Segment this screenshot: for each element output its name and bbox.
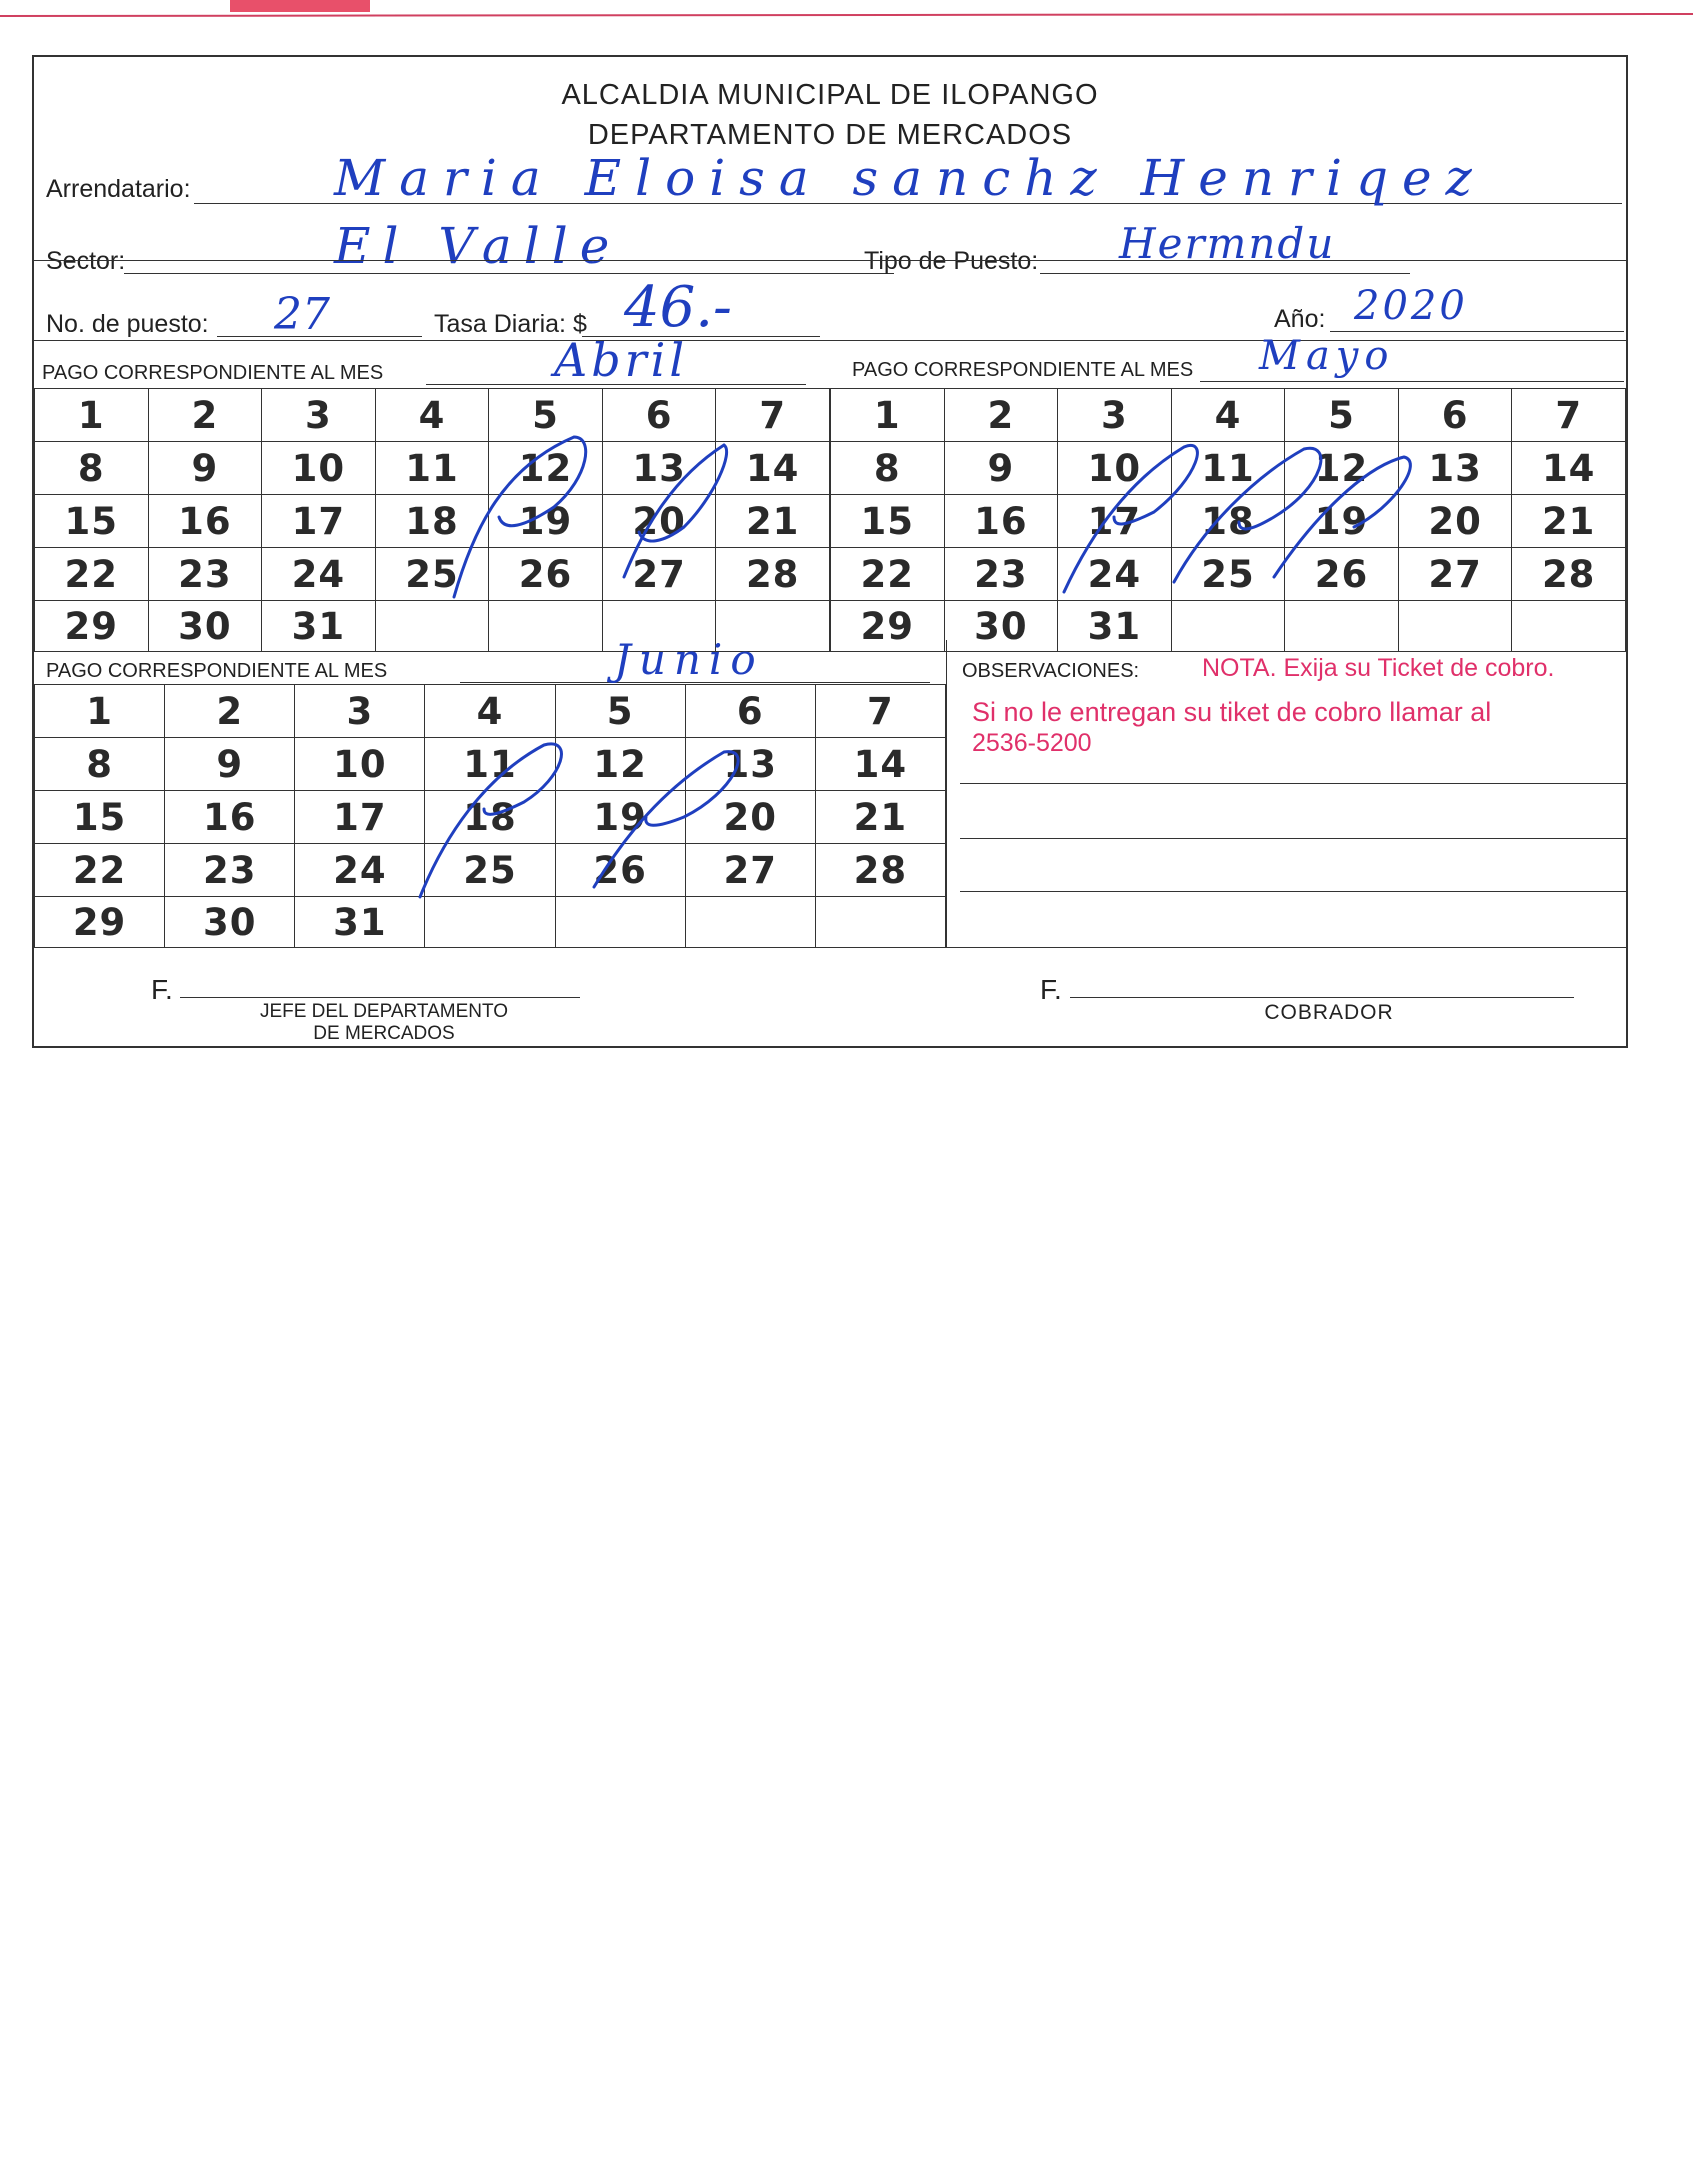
day-cell: 27 xyxy=(685,844,815,897)
day-cell: 21 xyxy=(716,495,830,548)
day-cell: 6 xyxy=(602,389,716,442)
day-cell: 13 xyxy=(1398,442,1512,495)
day-cell: 13 xyxy=(685,738,815,791)
day-cell: 29 xyxy=(831,601,945,652)
day-cell: 17 xyxy=(262,495,376,548)
day-cell: 8 xyxy=(831,442,945,495)
day-cell: 10 xyxy=(295,738,425,791)
day-cell: 25 xyxy=(375,548,489,601)
day-cell: 3 xyxy=(262,389,376,442)
day-cell: 3 xyxy=(1058,389,1172,442)
day-cell: 23 xyxy=(944,548,1058,601)
day-cell: 30 xyxy=(148,601,262,652)
day-cell: 5 xyxy=(489,389,603,442)
day-cell: 4 xyxy=(425,685,555,738)
day-cell: 22 xyxy=(831,548,945,601)
payment-scribble-junio-1 xyxy=(420,744,561,897)
day-cell: 29 xyxy=(35,897,165,948)
day-cell: 25 xyxy=(425,844,555,897)
day-cell: 9 xyxy=(148,442,262,495)
anio-label: Año: xyxy=(1274,305,1326,333)
day-cell: 12 xyxy=(555,738,685,791)
day-cell: 12 xyxy=(1285,442,1399,495)
day-cell: 1 xyxy=(831,389,945,442)
day-cell: 24 xyxy=(262,548,376,601)
month-label-2: PAGO CORRESPONDIENTE AL MES xyxy=(852,359,1194,381)
month-value-1: Abril xyxy=(554,333,689,387)
day-cell: 23 xyxy=(165,844,295,897)
arrendatario-label: Arrendatario: xyxy=(46,175,191,203)
day-cell: 15 xyxy=(831,495,945,548)
tipo-puesto-label: Tipo de Puesto: xyxy=(864,247,1039,275)
day-cell: 3 xyxy=(295,685,425,738)
sector-value: El Valle xyxy=(334,217,622,275)
day-cell: 11 xyxy=(1171,442,1285,495)
day-cell: 14 xyxy=(1512,442,1626,495)
signature-caption-left-1: JEFE DEL DEPARTAMENTO xyxy=(259,1001,509,1022)
day-cell: 26 xyxy=(489,548,603,601)
day-cell: 7 xyxy=(1512,389,1626,442)
day-cell: 16 xyxy=(148,495,262,548)
day-cell: 18 xyxy=(375,495,489,548)
day-cell: 13 xyxy=(602,442,716,495)
day-cell: 5 xyxy=(1285,389,1399,442)
month-label-3: PAGO CORRESPONDIENTE AL MES xyxy=(46,660,388,682)
day-cell: 26 xyxy=(1285,548,1399,601)
payment-scribble-mayo-2 xyxy=(1174,448,1321,582)
day-cell: 15 xyxy=(35,791,165,844)
signature-prefix-right: F. xyxy=(1040,974,1062,1005)
day-cell: 7 xyxy=(716,389,830,442)
tasa-value: 46.- xyxy=(624,275,732,340)
day-cell: 30 xyxy=(165,897,295,948)
day-cell: 9 xyxy=(944,442,1058,495)
puesto-value: 27 xyxy=(274,289,330,340)
nota-line-1: Si no le entregan su tiket de cobro llamar al xyxy=(972,697,1492,727)
payment-marks xyxy=(34,57,1626,1047)
day-cell: 11 xyxy=(375,442,489,495)
day-cell: 20 xyxy=(685,791,815,844)
day-cell: 20 xyxy=(602,495,716,548)
payment-card xyxy=(32,55,1628,1048)
day-cell: 7 xyxy=(815,685,945,738)
signature-prefix-left: F. xyxy=(151,974,173,1005)
day-cell: 24 xyxy=(1058,548,1172,601)
day-cell: 20 xyxy=(1398,495,1512,548)
day-cell: 17 xyxy=(1058,495,1172,548)
day-cell: 2 xyxy=(148,389,262,442)
day-cell: 27 xyxy=(602,548,716,601)
day-cell: 22 xyxy=(35,548,149,601)
nota-text: NOTA. Exija su Ticket de cobro. xyxy=(1202,654,1555,682)
sector-label: Sector: xyxy=(46,247,126,275)
day-cell: 1 xyxy=(35,389,149,442)
tasa-label: Tasa Diaria: $ xyxy=(434,310,587,338)
day-cell: 17 xyxy=(295,791,425,844)
day-cell: 2 xyxy=(944,389,1058,442)
day-cell: 10 xyxy=(262,442,376,495)
day-cell: 5 xyxy=(555,685,685,738)
day-cell: 1 xyxy=(35,685,165,738)
top-edge-strip xyxy=(0,0,1693,22)
day-cell: 15 xyxy=(35,495,149,548)
payment-scribble-abril-1 xyxy=(454,437,586,597)
day-cell: 12 xyxy=(489,442,603,495)
day-cell: 19 xyxy=(1285,495,1399,548)
payment-scribble-abril-2 xyxy=(624,445,727,577)
day-cell: 19 xyxy=(555,791,685,844)
payment-scribble-mayo-1 xyxy=(1064,445,1197,592)
day-cell: 18 xyxy=(1171,495,1285,548)
tipo-puesto-value: Hermndu xyxy=(1119,219,1336,268)
day-cell: 31 xyxy=(295,897,425,948)
day-cell: 28 xyxy=(815,844,945,897)
day-cell: 4 xyxy=(1171,389,1285,442)
day-cell: 4 xyxy=(375,389,489,442)
month-value-2: Mayo xyxy=(1259,333,1395,379)
month-value-3: Junio xyxy=(614,635,764,684)
signature-caption-left-2: DE MERCADOS xyxy=(313,1023,455,1044)
day-cell: 22 xyxy=(35,844,165,897)
card-subtitle: DEPARTAMENTO DE MERCADOS xyxy=(587,119,1073,151)
day-cell: 8 xyxy=(35,442,149,495)
day-cell: 14 xyxy=(815,738,945,791)
day-cell: 16 xyxy=(944,495,1058,548)
day-cell: 31 xyxy=(1058,601,1172,652)
observaciones-label: OBSERVACIONES: xyxy=(962,660,1140,682)
day-cell: 18 xyxy=(425,791,555,844)
day-cell: 26 xyxy=(555,844,685,897)
day-cell: 31 xyxy=(262,601,376,652)
day-cell: 25 xyxy=(1171,548,1285,601)
signature-caption-right: COBRADOR xyxy=(1264,1001,1394,1024)
day-cell: 21 xyxy=(1512,495,1626,548)
day-cell: 21 xyxy=(815,791,945,844)
day-cell: 9 xyxy=(165,738,295,791)
payment-scribble-mayo-3 xyxy=(1274,457,1410,577)
day-cell: 28 xyxy=(1512,548,1626,601)
day-cell: 30 xyxy=(944,601,1058,652)
day-cell: 23 xyxy=(148,548,262,601)
day-cell: 8 xyxy=(35,738,165,791)
day-cell: 2 xyxy=(165,685,295,738)
month-label-1: PAGO CORRESPONDIENTE AL MES xyxy=(42,362,384,384)
day-cell: 11 xyxy=(425,738,555,791)
payment-scribble-junio-2 xyxy=(594,752,738,887)
day-cell: 14 xyxy=(716,442,830,495)
puesto-label: No. de puesto: xyxy=(46,310,209,338)
day-cell: 24 xyxy=(295,844,425,897)
day-cell: 19 xyxy=(489,495,603,548)
anio-value: 2020 xyxy=(1354,283,1468,329)
nota-line-2: 2536-5200 xyxy=(972,729,1092,757)
day-cell: 10 xyxy=(1058,442,1172,495)
day-cell: 27 xyxy=(1398,548,1512,601)
card-title: ALCALDIA MUNICIPAL DE ILOPANGO xyxy=(561,79,1099,111)
day-cell: 28 xyxy=(716,548,830,601)
day-cell: 6 xyxy=(685,685,815,738)
day-cell: 16 xyxy=(165,791,295,844)
arrendatario-value: Maria Eloisa sanchz Henriqez xyxy=(334,149,1486,207)
day-cell: 6 xyxy=(1398,389,1512,442)
day-cell: 29 xyxy=(35,601,149,652)
